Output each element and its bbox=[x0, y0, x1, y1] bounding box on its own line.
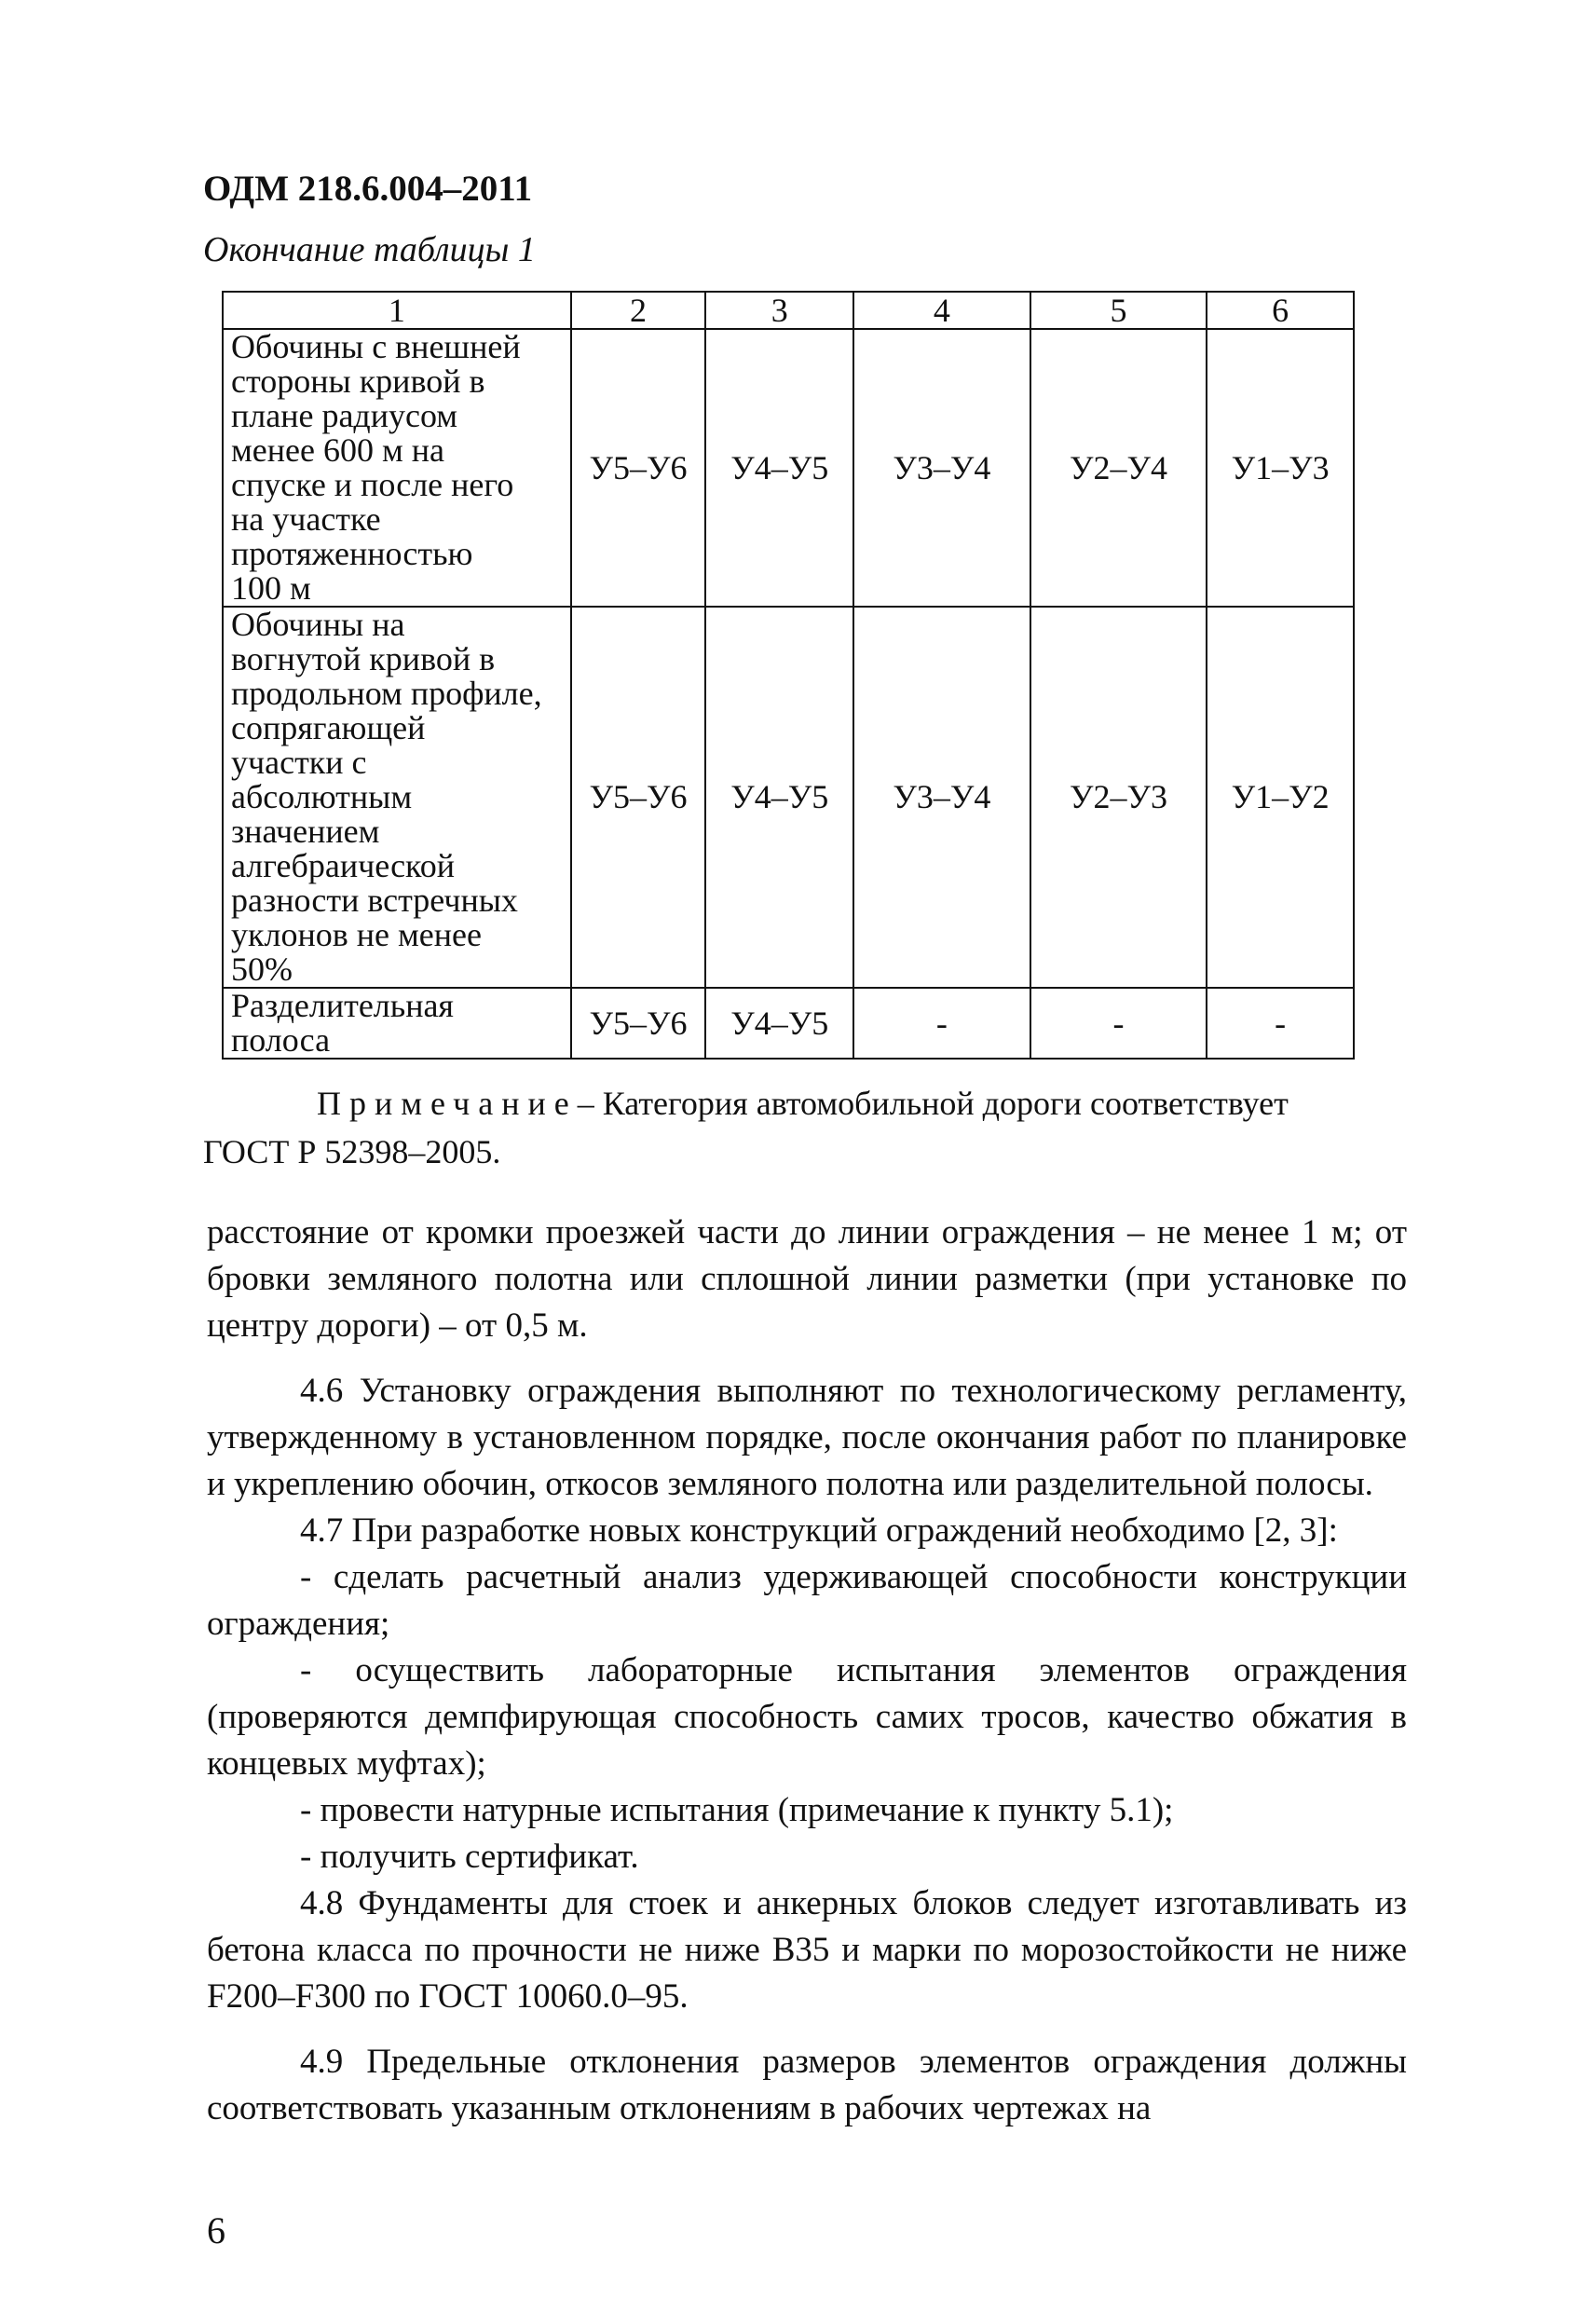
row-description bbox=[223, 329, 571, 607]
description-line: 50% bbox=[231, 950, 293, 988]
list-item: - получить сертификат. bbox=[300, 1838, 639, 1876]
table-cell: - bbox=[1030, 988, 1207, 1059]
paragraph: расстояние от кромки проезжей части до линии ограждения – не менее 1 м; от бровки земляного полотна или сплошной линии разметки (при установке по центру дороги) – от 0,5 м. bbox=[207, 1213, 1407, 1345]
table-cell: У2–У4 bbox=[1030, 329, 1207, 607]
page-number: 6 bbox=[207, 2209, 225, 2251]
table-cell: - bbox=[1207, 988, 1354, 1059]
description-line: 100 м bbox=[231, 569, 311, 607]
description-line: абсолютным bbox=[231, 778, 413, 815]
table-cell: У3–У4 bbox=[853, 329, 1030, 607]
table-cell: У5–У6 bbox=[571, 607, 706, 988]
column-number: 4 bbox=[853, 292, 1030, 329]
paragraph: 4.6 Установку ограждения выполняют по технологическому регламенту, утвержденному в установленном порядке, после окончания работ по планировке и укреплению обочин, откосов земляного полотна или разделительной полосы. bbox=[207, 1372, 1407, 1503]
table-note bbox=[203, 1079, 1405, 1176]
table-row bbox=[223, 329, 1354, 607]
table-cell: У3–У4 bbox=[853, 607, 1030, 988]
description-line: участки с bbox=[231, 744, 367, 781]
table-cell: - bbox=[853, 988, 1030, 1059]
description-line: вогнутой кривой в bbox=[231, 640, 496, 677]
description-line: Разделительная bbox=[231, 987, 454, 1024]
list-item: - осуществить лабораторные испытания элементов ограждения (проверяются демпфирующая способность самих тросов, качество обжатия в концевых муфтах); bbox=[207, 1651, 1407, 1783]
description-line: разности встречных bbox=[231, 882, 518, 919]
description-line: продольном профиле, bbox=[231, 675, 542, 712]
description-line: спуске и после него bbox=[231, 466, 514, 503]
table-cell: У5–У6 bbox=[571, 988, 706, 1059]
table-cell: У1–У2 bbox=[1207, 607, 1354, 988]
description-line: алгебраической bbox=[231, 847, 455, 884]
table-row bbox=[223, 607, 1354, 988]
table-row bbox=[223, 988, 1354, 1059]
description-line: на участке bbox=[231, 500, 381, 538]
description-line: протяженностью bbox=[231, 535, 473, 572]
description-line: менее 600 м на bbox=[231, 431, 445, 469]
table-header-row bbox=[223, 292, 1354, 329]
description-line: уклонов не менее bbox=[231, 916, 482, 953]
description-line: сопрягающей bbox=[231, 709, 426, 746]
list-item: - сделать расчетный анализ удерживающей способности конструкции ограждения; bbox=[207, 1558, 1407, 1643]
list-item: - провести натурные испытания (примечание к пункту 5.1); bbox=[300, 1791, 1174, 1829]
column-number: 1 bbox=[223, 292, 571, 329]
description-line: значением bbox=[231, 813, 380, 850]
table-cell: У5–У6 bbox=[571, 329, 706, 607]
column-number: 6 bbox=[1207, 292, 1354, 329]
table-cell: У2–У3 bbox=[1030, 607, 1207, 988]
note-label: Примечание bbox=[317, 1085, 578, 1122]
paragraph: 4.7 При разработке новых конструкций ограждений необходимо [2, 3]: bbox=[300, 1511, 1338, 1550]
paragraph: 4.8 Фундаменты для стоек и анкерных блоков следует изготавливать из бетона класса по прочности не ниже В35 и марки по морозостойкости не ниже F200–F300 по ГОСТ 10060.0–95. bbox=[207, 1884, 1407, 2016]
table-cell: У4–У5 bbox=[705, 329, 853, 607]
column-number: 5 bbox=[1030, 292, 1207, 329]
table-caption: Окончание таблицы 1 bbox=[203, 230, 536, 269]
document-code: ОДМ 218.6.004–2011 bbox=[203, 169, 533, 209]
description-line: полоса bbox=[231, 1021, 331, 1059]
description-line: Обочины на bbox=[231, 606, 405, 643]
column-number: 3 bbox=[705, 292, 853, 329]
note-standard: ГОСТ Р 52398–2005. bbox=[203, 1133, 501, 1170]
table-cell: У4–У5 bbox=[705, 607, 853, 988]
data-table bbox=[222, 291, 1355, 1060]
column-number: 2 bbox=[571, 292, 706, 329]
body-text bbox=[207, 1210, 1407, 2132]
row-description bbox=[223, 988, 571, 1059]
row-description bbox=[223, 607, 571, 988]
description-line: Обочины с внешней bbox=[231, 328, 521, 365]
description-line: стороны кривой в bbox=[231, 362, 485, 400]
note-text: – Категория автомобильной дороги соответствует bbox=[577, 1085, 1289, 1122]
table-cell: У4–У5 bbox=[705, 988, 853, 1059]
paragraph: 4.9 Предельные отклонения размеров элементов ограждения должны соответствовать указанным отклонениям в рабочих чертежах на bbox=[207, 2043, 1407, 2127]
table-cell: У1–У3 bbox=[1207, 329, 1354, 607]
description-line: плане радиусом bbox=[231, 397, 458, 434]
